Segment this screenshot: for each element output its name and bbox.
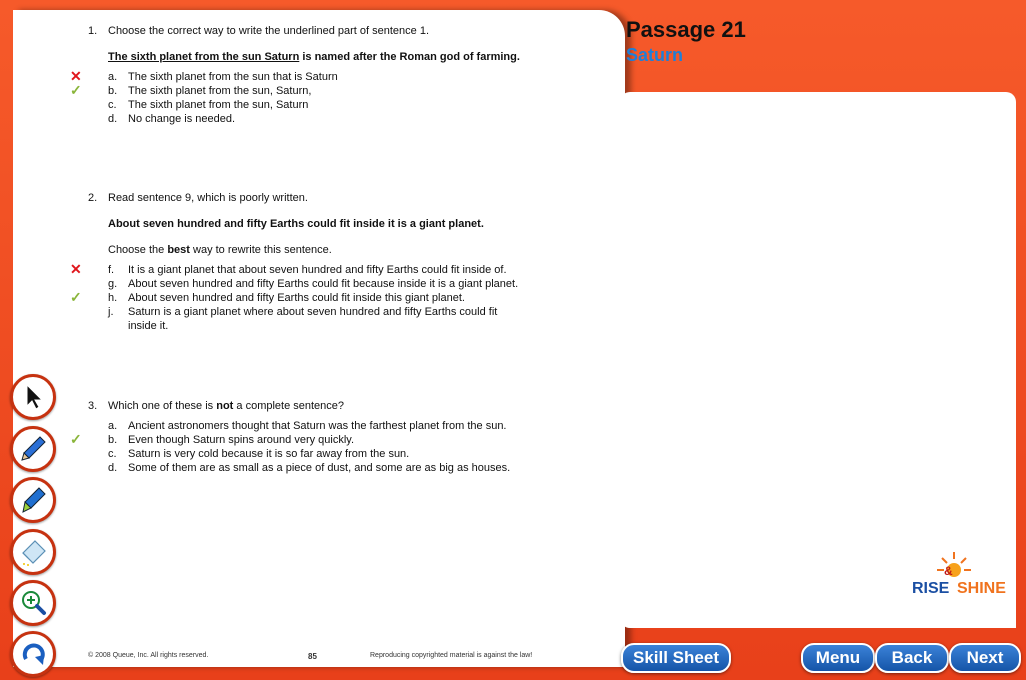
- option-letter: a.: [108, 71, 118, 83]
- option-letter: a.: [108, 420, 118, 432]
- question-stem: [108, 399, 548, 413]
- question-1: [70, 24, 548, 126]
- check-icon: ✓: [70, 431, 82, 447]
- next-button[interactable]: Next: [949, 643, 1021, 673]
- stem-emphasis: not: [216, 400, 234, 412]
- passage-title: Passage 21: [626, 17, 746, 42]
- prompt-emphasis: best: [167, 244, 190, 256]
- stem-text: Which one of these is: [108, 400, 217, 412]
- question-number: 1.: [88, 25, 98, 37]
- question-stem: Read sentence 9, which is poorly written.: [108, 192, 308, 204]
- back-button[interactable]: Back: [875, 643, 949, 673]
- pen-tool-button[interactable]: [10, 426, 56, 472]
- option-text: The sixth planet from the sun that is Saturn: [128, 71, 338, 83]
- option-c[interactable]: [108, 447, 548, 461]
- question-prompt: [108, 243, 548, 257]
- option-text: Saturn is a giant planet where about seven hundred and fifty Earths could fit inside it.: [128, 306, 498, 332]
- zoom-in-icon: [18, 588, 48, 618]
- page-number: 85: [308, 652, 317, 661]
- option-j[interactable]: [108, 305, 528, 333]
- option-text: About seven hundred and fifty Earths could fit because inside it is a giant planet.: [128, 278, 519, 290]
- question-3: [70, 399, 548, 475]
- option-text: No change is needed.: [128, 113, 236, 125]
- options-list: [70, 419, 548, 475]
- option-text: Saturn is very cold because it is so far away from the sun.: [128, 448, 410, 460]
- rise-shine-logo: [912, 550, 1004, 602]
- question-number: 2.: [88, 192, 98, 204]
- eraser-icon: [18, 537, 48, 567]
- logo-shine: SHINE: [957, 580, 1006, 597]
- option-text: Ancient astronomers thought that Saturn was the farthest planet from the sun.: [128, 420, 507, 432]
- option-d[interactable]: [108, 461, 518, 475]
- option-text: It is a giant planet that about seven hundred and fifty Earths could fit inside of.: [128, 264, 507, 276]
- option-letter: h.: [108, 292, 118, 304]
- option-text: Even though Saturn spins around very quickly.: [128, 434, 355, 446]
- highlighter-icon: [18, 485, 48, 515]
- pointer-icon: [18, 382, 48, 412]
- copyright-text: © 2008 Queue, Inc. All rights reserved.: [88, 652, 209, 659]
- option-letter: b.: [108, 85, 118, 97]
- option-b[interactable]: [70, 431, 548, 447]
- option-a[interactable]: [108, 419, 548, 433]
- sun-icon: [934, 550, 974, 580]
- option-f[interactable]: [70, 261, 548, 277]
- eraser-tool-button[interactable]: [10, 529, 56, 575]
- logo-amp: &: [944, 564, 953, 578]
- option-letter: d.: [108, 113, 118, 125]
- option-c[interactable]: [108, 98, 548, 112]
- undo-icon: [18, 639, 48, 669]
- stem-text: a complete sentence?: [233, 400, 345, 412]
- option-letter: c.: [108, 99, 117, 111]
- question-sentence: [108, 50, 548, 64]
- option-d[interactable]: [108, 112, 548, 126]
- question-stem: Choose the correct way to write the underlined part of sentence 1.: [108, 25, 430, 37]
- option-letter: g.: [108, 278, 118, 290]
- skill-sheet-button[interactable]: Skill Sheet: [621, 643, 731, 673]
- option-letter: b.: [108, 434, 118, 446]
- underlined-part: The sixth planet from the sun Saturn: [108, 51, 300, 63]
- prompt-text: way to rewrite this sentence.: [189, 244, 332, 256]
- side-panel: [620, 92, 1016, 628]
- x-icon: ✕: [70, 68, 82, 84]
- pen-icon: [18, 434, 48, 464]
- sentence-rest: is named after the Roman god of farming.: [299, 51, 520, 63]
- passage-subtitle: Saturn: [626, 45, 684, 65]
- option-letter: d.: [108, 462, 118, 474]
- prompt-text: Choose the: [108, 244, 168, 256]
- highlighter-tool-button[interactable]: [10, 477, 56, 523]
- zoom-tool-button[interactable]: [10, 580, 56, 626]
- question-number: 3.: [88, 400, 98, 412]
- undo-tool-button[interactable]: [10, 631, 56, 677]
- option-letter: j.: [108, 306, 114, 318]
- check-icon: ✓: [70, 289, 82, 305]
- option-text: About seven hundred and fifty Earths could fit inside this giant planet.: [128, 292, 465, 304]
- option-letter: c.: [108, 448, 117, 460]
- option-a[interactable]: [70, 68, 548, 84]
- question-2: [70, 191, 548, 333]
- option-b[interactable]: [70, 82, 548, 98]
- options-list: [70, 261, 548, 333]
- option-g[interactable]: [108, 277, 528, 291]
- x-icon: ✕: [70, 261, 82, 277]
- option-letter: f.: [108, 264, 115, 276]
- option-h[interactable]: [70, 289, 548, 305]
- pointer-tool-button[interactable]: [10, 374, 56, 420]
- menu-button[interactable]: Menu: [801, 643, 875, 673]
- option-text: Some of them are as small as a piece of dust, and some are as big as houses.: [128, 462, 511, 474]
- logo-rise: RISE: [912, 580, 950, 597]
- copyright-notice: Reproducing copyrighted material is against the law!: [370, 652, 533, 659]
- option-text: The sixth planet from the sun, Saturn: [128, 99, 309, 111]
- check-icon: ✓: [70, 82, 82, 98]
- options-list: [70, 68, 548, 126]
- question-sentence: About seven hundred and fifty Earths could fit inside it is a giant planet.: [108, 218, 484, 230]
- option-text: The sixth planet from the sun, Saturn,: [128, 85, 312, 97]
